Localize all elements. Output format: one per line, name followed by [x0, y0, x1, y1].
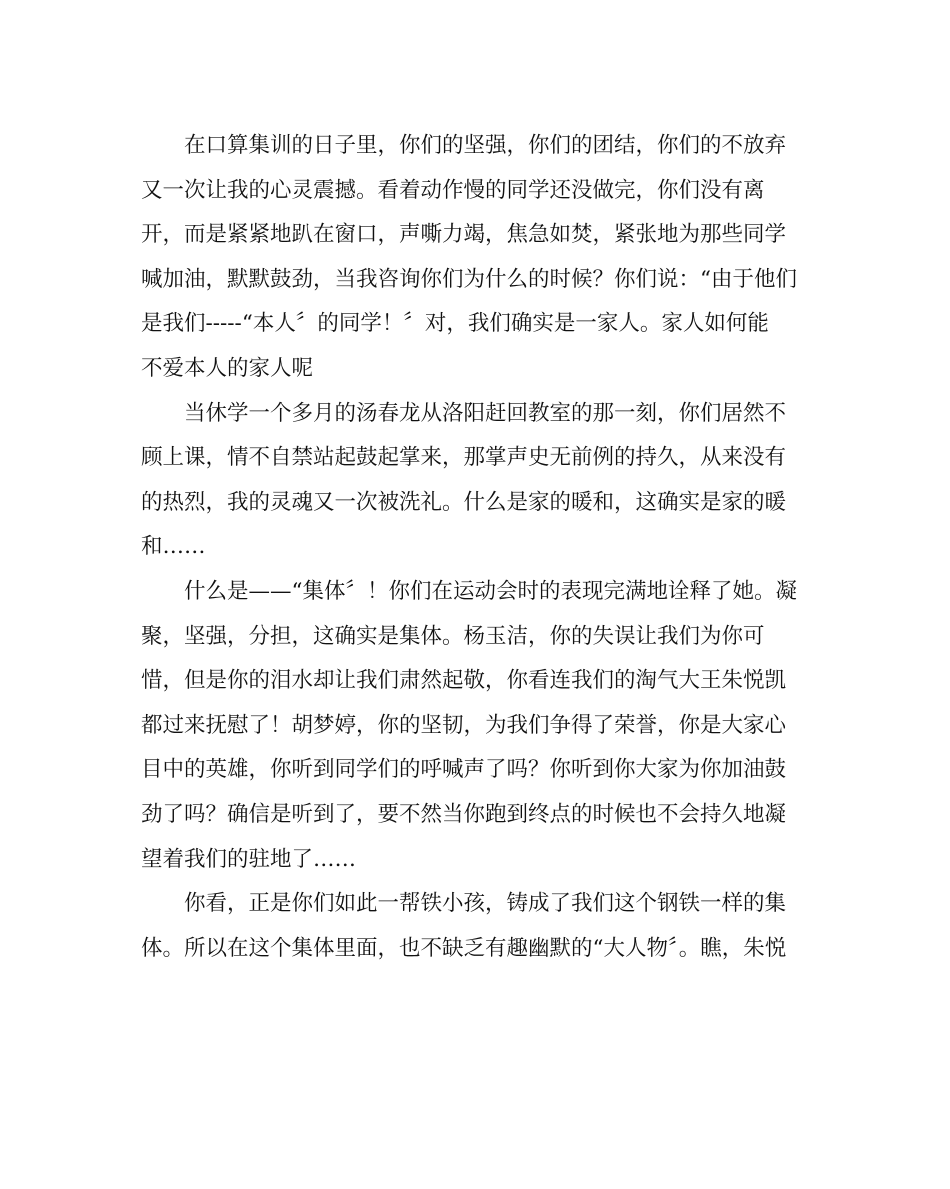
text-line: 目中的英雄，你听到同学们的呼喊声了吗？你听到你大家为你加油鼓: [141, 757, 787, 783]
text-line: 望着我们的驻地了……: [141, 846, 357, 872]
text-line: 劲了吗？确信是听到了，要不然当你跑到终点的时候也不会持久地凝: [141, 801, 787, 827]
text-line: 什么是——“集体〞！你们在运动会时的表现完满地诠释了她。凝: [184, 578, 797, 604]
text-line: 和……: [141, 534, 206, 560]
text-line: 顾上课，情不自禁站起鼓起掌来，那掌声史无前例的持久，从来没有: [141, 445, 787, 471]
text-line: 开，而是紧紧地趴在窗口，声嘶力竭，焦急如焚，紧张地为那些同学: [141, 222, 787, 248]
text-line: 惜，但是你的泪水却让我们肃然起敬，你看连我们的淘气大王朱悦凯: [141, 668, 787, 694]
text-line: 聚，坚强，分担，这确实是集体。杨玉洁，你的失误让我们为你可: [141, 623, 765, 649]
text-line: 的热烈，我的灵魂又一次被洗礼。什么是家的暖和，这确实是家的暖: [141, 489, 787, 515]
body-text: [141, 124, 821, 971]
text-line: 当休学一个多月的汤春龙从洛阳赶回教室的那一刻，你们居然不: [184, 400, 787, 426]
text-line: 是我们-----“本人〞的同学！〞对，我们确实是一家人。家人如何能: [141, 311, 769, 337]
text-line: 又一次让我的心灵震撼。看着动作慢的同学还没做完，你们没有离: [141, 177, 765, 203]
text-line: 都过来抚慰了！胡梦婷，你的坚韧，为我们争得了荣誉，你是大家心: [141, 712, 787, 738]
text-line: 体。所以在这个集体里面，也不缺乏有趣幽默的“大人物〞。瞧，朱悦: [141, 935, 787, 961]
text-line: 在口算集训的日子里，你们的坚强，你们的团结，你们的不放弃: [184, 133, 787, 158]
text-line: 喊加油，默默鼓劲，当我咨询你们为什么的时候？你们说：“由于他们: [141, 266, 797, 292]
text-line: 你看，正是你们如此一帮铁小孩，铸成了我们这个钢铁一样的集: [184, 891, 787, 917]
text-line: 不爱本人的家人呢: [141, 355, 314, 381]
